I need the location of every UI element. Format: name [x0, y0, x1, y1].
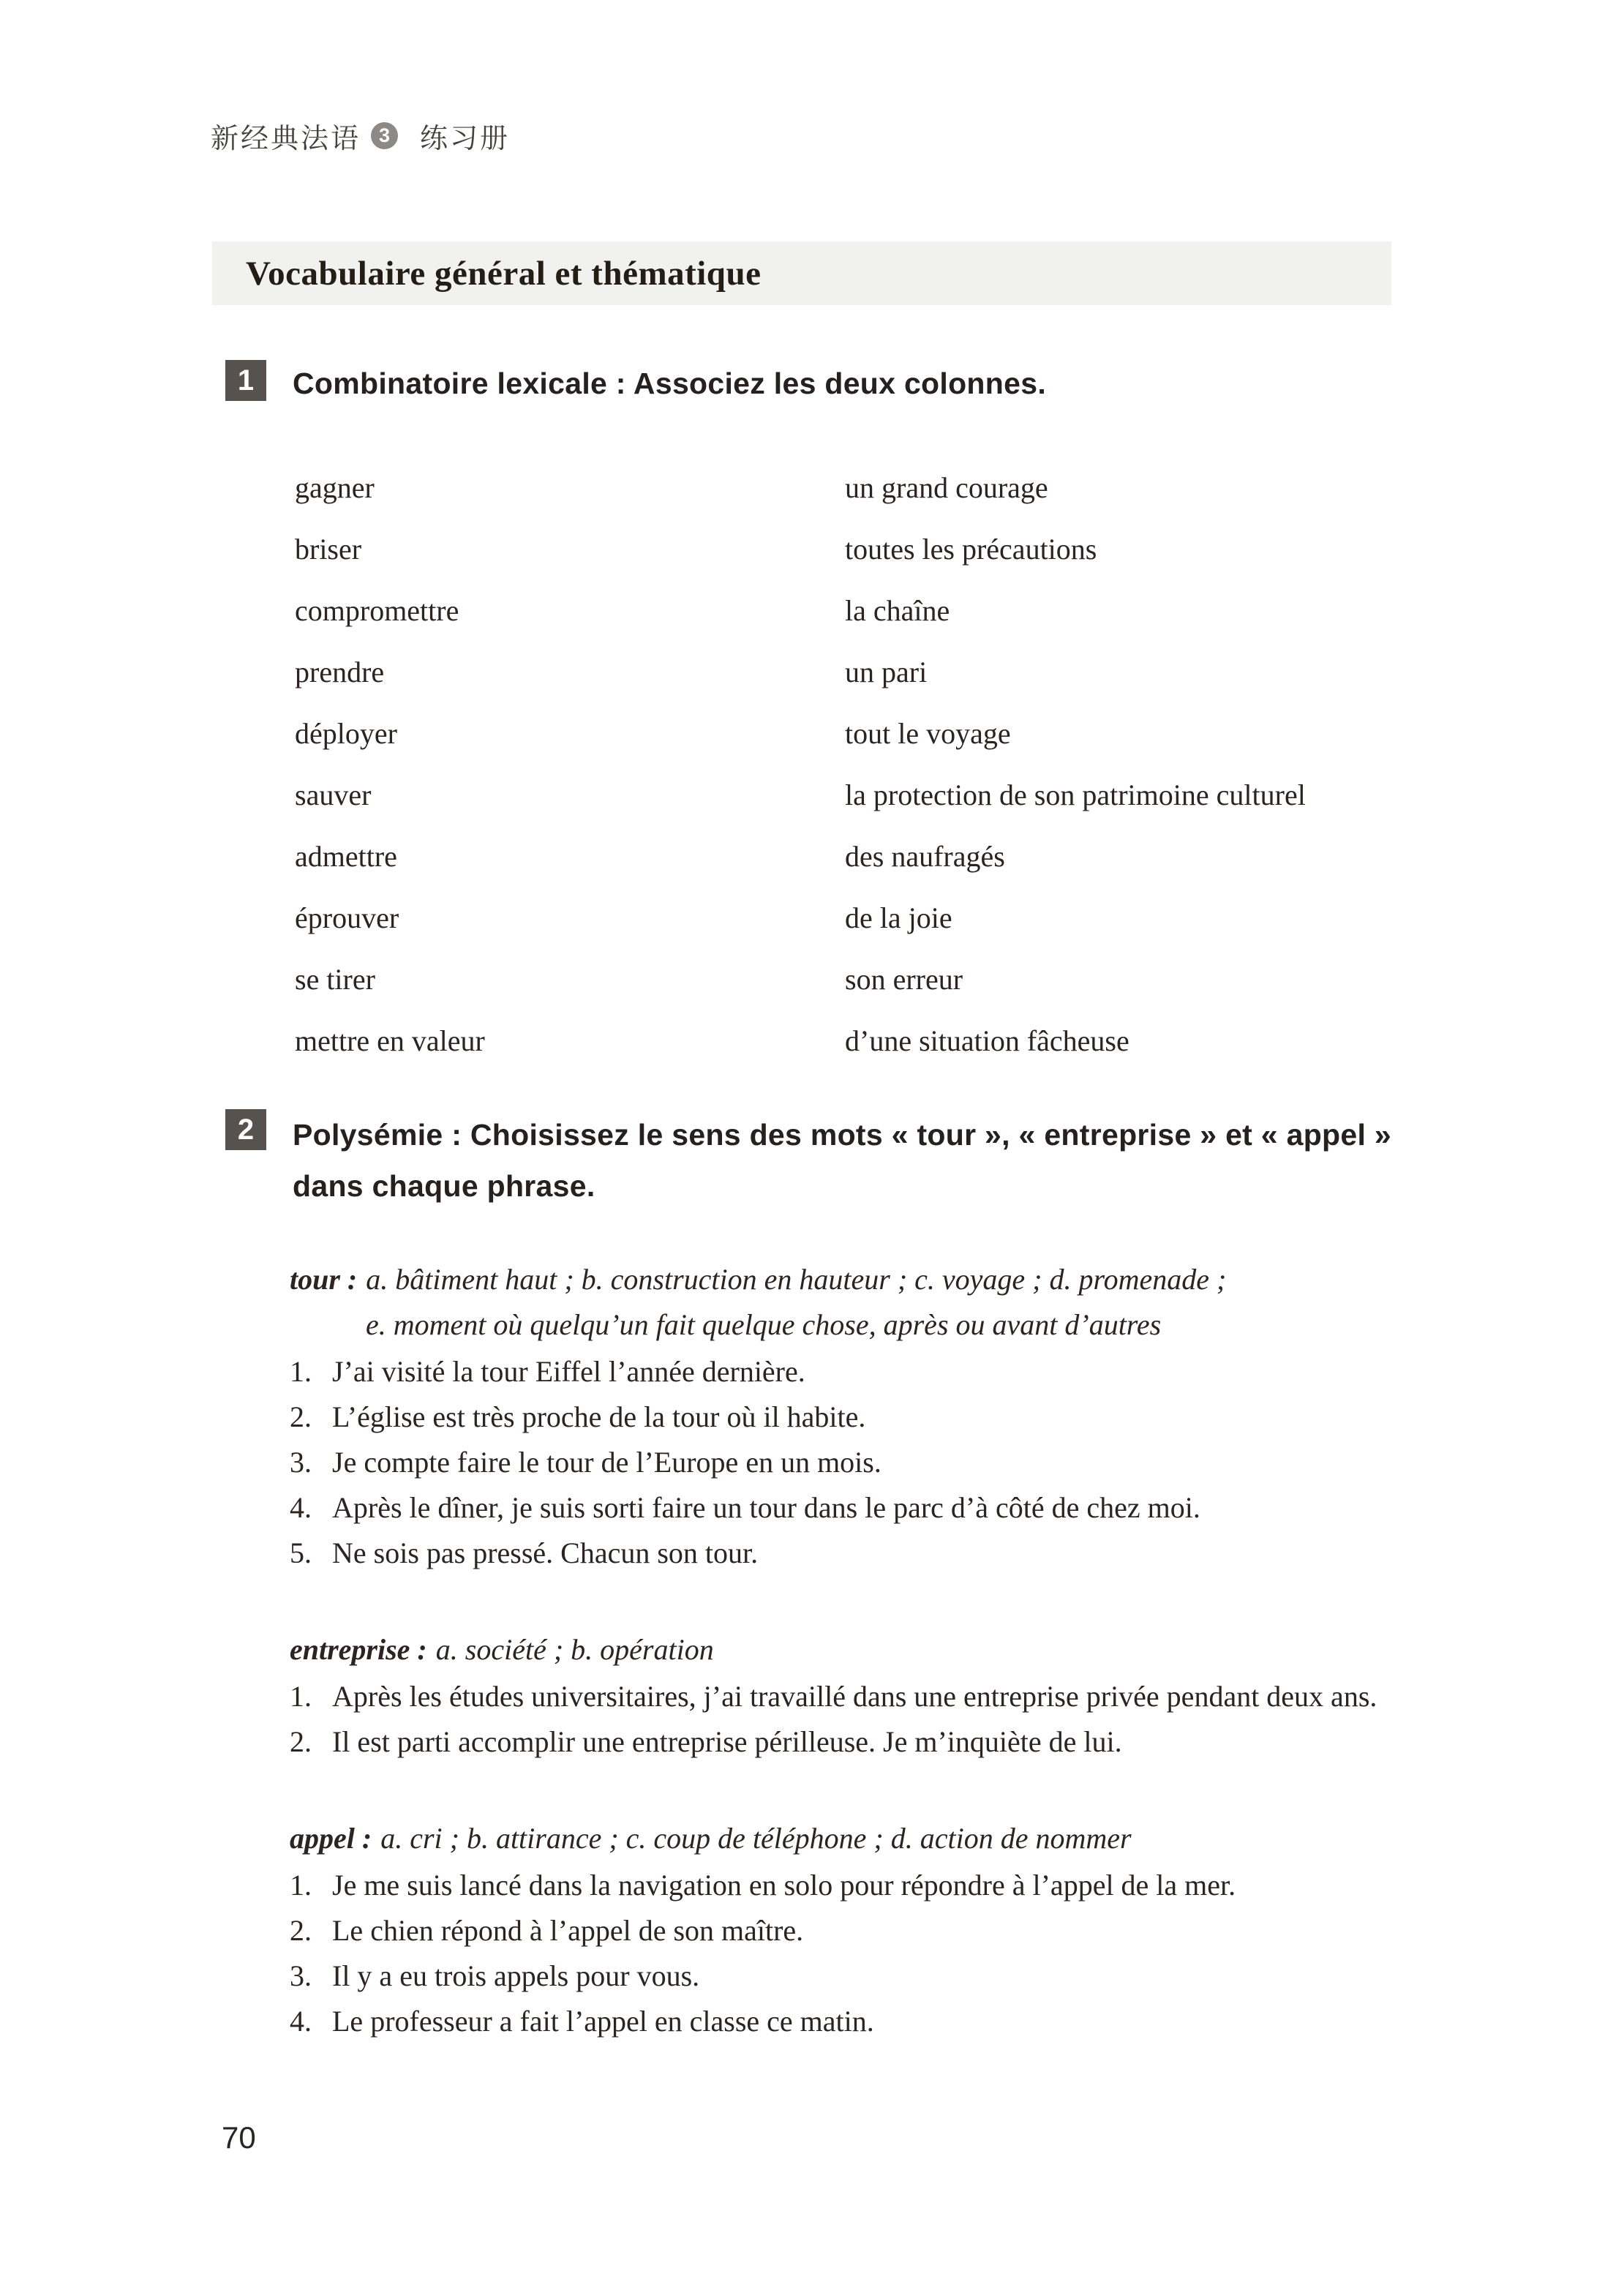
- match-left-item: admettre: [295, 839, 397, 873]
- match-left-item: sauver: [295, 778, 372, 811]
- exercise-1-title: Combinatoire lexicale : Associez les deux colonnes.: [293, 367, 1047, 400]
- sentence-number: 1.: [290, 1355, 312, 1388]
- exercise-2-title: [293, 1109, 1391, 1212]
- match-pair-row: [295, 702, 1414, 764]
- section-title: Vocabulaire général et thématique: [246, 254, 762, 293]
- match-pair-row: [295, 887, 1414, 948]
- sentence-item: [290, 1719, 1415, 1765]
- sentence-number: 3.: [290, 1446, 312, 1479]
- match-left-item: mettre en valeur: [295, 1024, 485, 1057]
- book-title: 新经典法语: [211, 124, 361, 154]
- match-left-item: compromettre: [295, 593, 459, 627]
- sentence-item: [290, 1349, 1415, 1394]
- match-pair-row: [295, 518, 1414, 579]
- sentence-text: Ne sois pas pressé. Chacun son tour.: [332, 1536, 759, 1569]
- sentence-item: [290, 1863, 1415, 1908]
- sentence-number: 2.: [290, 1725, 312, 1758]
- match-left-item: déployer: [295, 716, 397, 750]
- definition-term: appel :: [290, 1822, 372, 1855]
- sentence-number: 4.: [290, 2005, 312, 2038]
- sentence-list: [290, 1674, 1415, 1765]
- definition-term: entreprise :: [290, 1633, 427, 1666]
- match-right-item: un grand courage: [845, 470, 1048, 504]
- sentence-item: [290, 1999, 1415, 2044]
- sentence-number: 1.: [290, 1869, 312, 1902]
- book-subtitle: 练习册: [420, 124, 511, 154]
- sentence-item: [290, 1394, 1415, 1440]
- exercise-1-heading: [225, 360, 1414, 402]
- match-left-item: gagner: [295, 470, 375, 504]
- match-right-item: d’une situation fâcheuse: [845, 1024, 1129, 1057]
- sentence-text: J’ai visité la tour Eiffel l’année dernière.: [332, 1355, 805, 1388]
- sentence-text: Après les études universitaires, j’ai travaillé dans une entreprise privée pendant deux ans.: [332, 1680, 1377, 1713]
- sentence-item: [290, 1674, 1415, 1719]
- sentence-list: [290, 1863, 1415, 2044]
- definition-line: [290, 1627, 1415, 1673]
- sentence-item: [290, 1485, 1415, 1531]
- sentence-number: 1.: [290, 1680, 312, 1713]
- sentence-text: Après le dîner, je suis sorti faire un tour dans le parc d’à côté de chez moi.: [332, 1491, 1200, 1524]
- polysemy-sections: [290, 1257, 1415, 2044]
- word-section-entreprise: [290, 1627, 1415, 1765]
- sentence-text: Le professeur a fait l’appel en classe ce matin.: [332, 2005, 874, 2038]
- page-number: 70: [222, 2120, 256, 2155]
- word-section-appel: [290, 1816, 1415, 2044]
- exercise-2-title-line-1: Polysémie : Choisissez le sens des mots « tour », « entreprise » et « appel »: [293, 1118, 1391, 1152]
- running-head: [211, 116, 510, 156]
- word-section-tour: [290, 1257, 1415, 1576]
- sentence-item: [290, 1531, 1415, 1576]
- definition-text: a. cri ; b. attirance ; c. coup de téléphone ; d. action de nommer: [380, 1822, 1132, 1855]
- sentence-item: [290, 1440, 1415, 1485]
- sentence-number: 2.: [290, 1914, 312, 1947]
- sentence-number: 4.: [290, 1491, 312, 1524]
- sentence-list: [290, 1349, 1415, 1576]
- match-right-item: la protection de son patrimoine culturel: [845, 778, 1306, 811]
- match-pair-row: [295, 825, 1414, 887]
- match-left-item: éprouver: [295, 901, 399, 934]
- sentence-number: 2.: [290, 1400, 312, 1433]
- definition-line: [290, 1816, 1415, 1861]
- sentence-text: Il y a eu trois appels pour vous.: [332, 1959, 700, 1992]
- sentence-text: Je compte faire le tour de l’Europe en un mois.: [332, 1446, 881, 1479]
- sentence-text: Le chien répond à l’appel de son maître.: [332, 1914, 804, 1947]
- volume-number-badge: [371, 122, 398, 149]
- match-left-item: briser: [295, 532, 362, 566]
- matching-columns: [295, 457, 1414, 1071]
- exercise-2: [225, 1109, 1419, 2044]
- sentence-number: 5.: [290, 1536, 312, 1569]
- exercise-1: [225, 360, 1414, 1071]
- match-pair-row: [295, 579, 1414, 641]
- match-right-item: toutes les précautions: [845, 532, 1097, 566]
- match-right-item: un pari: [845, 655, 928, 688]
- sentence-item: [290, 1953, 1415, 1999]
- match-left-item: prendre: [295, 655, 385, 688]
- sentence-text: L’église est très proche de la tour où il habite.: [332, 1400, 866, 1433]
- exercise-1-number-badge: 1: [225, 360, 266, 401]
- sentence-text: Je me suis lancé dans la navigation en solo pour répondre à l’appel de la mer.: [332, 1869, 1236, 1902]
- definition-line: [290, 1257, 1415, 1302]
- exercise-2-title-line-2: dans chaque phrase.: [293, 1169, 595, 1203]
- definition-line: [290, 1302, 1415, 1348]
- match-pair-row: [295, 948, 1414, 1010]
- volume-number: 3: [379, 124, 391, 146]
- match-pair-row: [295, 457, 1414, 518]
- match-right-item: des naufragés: [845, 839, 1005, 873]
- sentence-text: Il est parti accomplir une entreprise périlleuse. Je m’inquiète de lui.: [332, 1725, 1122, 1758]
- exercise-2-heading: [225, 1109, 1419, 1212]
- definition-text: a. bâtiment haut ; b. construction en hauteur ; c. voyage ; d. promenade ;: [366, 1263, 1227, 1296]
- match-pair-row: [295, 1010, 1414, 1071]
- sentence-item: [290, 1908, 1415, 1953]
- match-right-item: la chaîne: [845, 593, 950, 627]
- match-pair-row: [295, 764, 1414, 825]
- match-right-item: tout le voyage: [845, 716, 1011, 750]
- sentence-number: 3.: [290, 1959, 312, 1992]
- definition-text: e. moment où quelqu’un fait quelque chose, après ou avant d’autres: [366, 1308, 1162, 1341]
- match-right-item: son erreur: [845, 962, 963, 996]
- match-right-item: de la joie: [845, 901, 952, 934]
- section-title-bar: [212, 241, 1391, 305]
- exercise-2-number-badge: 2: [225, 1109, 266, 1150]
- definition-text: a. société ; b. opération: [435, 1633, 714, 1666]
- match-pair-row: [295, 641, 1414, 702]
- match-left-item: se tirer: [295, 962, 375, 996]
- definition-term: tour :: [290, 1263, 358, 1296]
